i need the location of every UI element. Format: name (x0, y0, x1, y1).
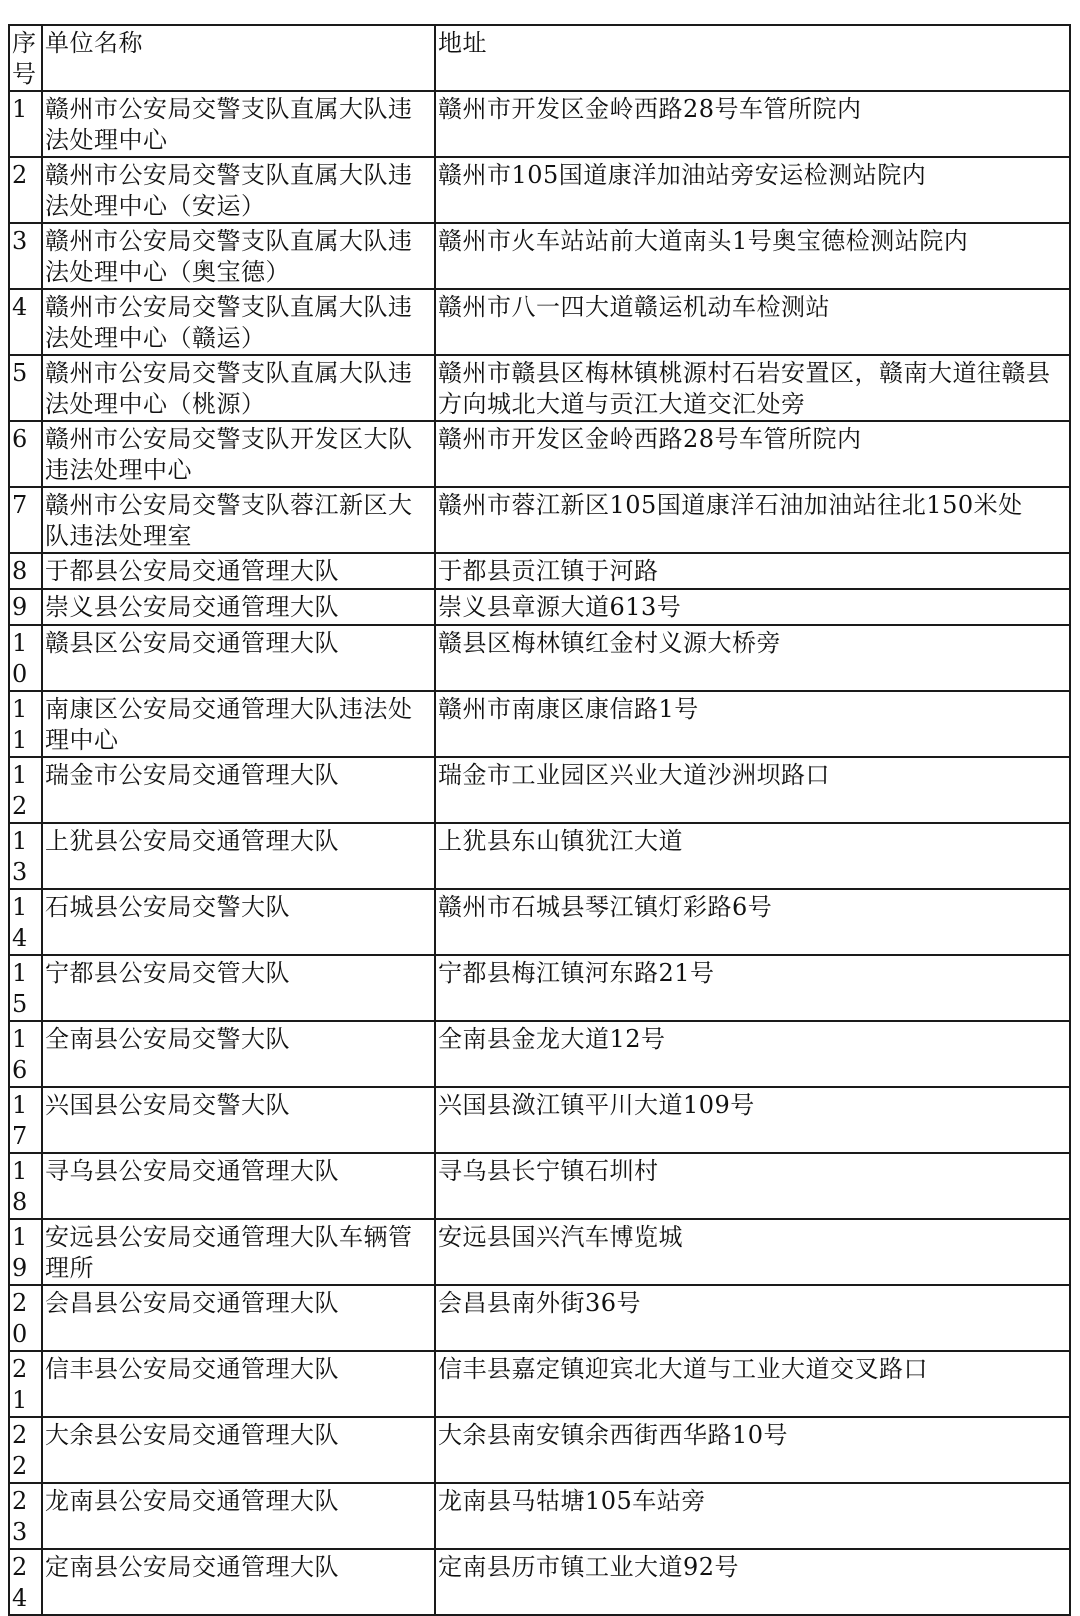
row-address: 寻乌县长宁镇石圳村 (435, 1153, 1070, 1219)
row-number: 22 (9, 1417, 42, 1483)
row-address: 赣州市石城县琴江镇灯彩路6号 (435, 889, 1070, 955)
header-index: 序号 (9, 25, 42, 91)
table-row (9, 823, 1070, 889)
row-address: 赣州市105国道康洋加油站旁安运检测站院内 (435, 157, 1070, 223)
row-name: 赣州市公安局交警支队直属大队违法处理中心 (42, 91, 435, 157)
row-address: 赣州市开发区金岭西路28号车管所院内 (435, 91, 1070, 157)
table-row (9, 589, 1070, 625)
row-number: 8 (9, 553, 42, 589)
table-row (9, 1021, 1070, 1087)
row-address: 赣州市南康区康信路1号 (435, 691, 1070, 757)
row-name: 于都县公安局交通管理大队 (42, 553, 435, 589)
table-row (9, 1087, 1070, 1153)
header-name: 单位名称 (42, 25, 435, 91)
row-name: 南康区公安局交通管理大队违法处理中心 (42, 691, 435, 757)
row-number: 12 (9, 757, 42, 823)
address-table (8, 24, 1071, 1616)
row-name: 赣州市公安局交警支队直属大队违法处理中心（奥宝德） (42, 223, 435, 289)
row-number: 5 (9, 355, 42, 421)
row-number: 18 (9, 1153, 42, 1219)
table-row (9, 1483, 1070, 1549)
row-number: 17 (9, 1087, 42, 1153)
row-number: 6 (9, 421, 42, 487)
row-name: 赣县区公安局交通管理大队 (42, 625, 435, 691)
table-row (9, 889, 1070, 955)
table-row (9, 157, 1070, 223)
row-name: 大余县公安局交通管理大队 (42, 1417, 435, 1483)
row-address: 赣州市蓉江新区105国道康洋石油加油站往北150米处 (435, 487, 1070, 553)
row-address: 龙南县马牯塘105车站旁 (435, 1483, 1070, 1549)
row-number: 15 (9, 955, 42, 1021)
row-name: 定南县公安局交通管理大队 (42, 1549, 435, 1615)
row-number: 11 (9, 691, 42, 757)
table-row (9, 553, 1070, 589)
row-name: 会昌县公安局交通管理大队 (42, 1285, 435, 1351)
row-name: 兴国县公安局交警大队 (42, 1087, 435, 1153)
header-address: 地址 (435, 25, 1070, 91)
row-number: 9 (9, 589, 42, 625)
row-name: 安远县公安局交通管理大队车辆管理所 (42, 1219, 435, 1285)
table-row (9, 421, 1070, 487)
row-name: 赣州市公安局交警支队直属大队违法处理中心（赣运） (42, 289, 435, 355)
table-row (9, 1285, 1070, 1351)
table-row (9, 1219, 1070, 1285)
row-number: 14 (9, 889, 42, 955)
table-row (9, 487, 1070, 553)
row-name: 寻乌县公安局交通管理大队 (42, 1153, 435, 1219)
row-address: 大余县南安镇余西街西华路10号 (435, 1417, 1070, 1483)
table-row (9, 1417, 1070, 1483)
table-row (9, 355, 1070, 421)
row-address: 信丰县嘉定镇迎宾北大道与工业大道交叉路口 (435, 1351, 1070, 1417)
row-name: 龙南县公安局交通管理大队 (42, 1483, 435, 1549)
table-row (9, 691, 1070, 757)
table-row (9, 289, 1070, 355)
row-number: 10 (9, 625, 42, 691)
table-row (9, 955, 1070, 1021)
row-number: 4 (9, 289, 42, 355)
row-address: 宁都县梅江镇河东路21号 (435, 955, 1070, 1021)
row-number: 1 (9, 91, 42, 157)
row-address: 全南县金龙大道12号 (435, 1021, 1070, 1087)
row-name: 瑞金市公安局交通管理大队 (42, 757, 435, 823)
row-address: 瑞金市工业园区兴业大道沙洲坝路口 (435, 757, 1070, 823)
table-row (9, 625, 1070, 691)
row-name: 赣州市公安局交警支队开发区大队违法处理中心 (42, 421, 435, 487)
row-address: 赣县区梅林镇红金村义源大桥旁 (435, 625, 1070, 691)
row-address: 赣州市赣县区梅林镇桃源村石岩安置区，赣南大道往赣县方向城北大道与贡江大道交汇处旁 (435, 355, 1070, 421)
table-row (9, 1549, 1070, 1615)
table-row (9, 91, 1070, 157)
row-name: 信丰县公安局交通管理大队 (42, 1351, 435, 1417)
row-number: 7 (9, 487, 42, 553)
row-number: 23 (9, 1483, 42, 1549)
row-name: 赣州市公安局交警支队蓉江新区大队违法处理室 (42, 487, 435, 553)
row-number: 13 (9, 823, 42, 889)
row-address: 赣州市开发区金岭西路28号车管所院内 (435, 421, 1070, 487)
table-row (9, 223, 1070, 289)
table-row (9, 1153, 1070, 1219)
table-row (9, 1351, 1070, 1417)
row-number: 3 (9, 223, 42, 289)
row-name: 上犹县公安局交通管理大队 (42, 823, 435, 889)
row-name: 赣州市公安局交警支队直属大队违法处理中心（桃源） (42, 355, 435, 421)
row-number: 24 (9, 1549, 42, 1615)
row-address: 赣州市八一四大道赣运机动车检测站 (435, 289, 1070, 355)
row-name: 全南县公安局交警大队 (42, 1021, 435, 1087)
row-address: 会昌县南外街36号 (435, 1285, 1070, 1351)
row-number: 21 (9, 1351, 42, 1417)
row-address: 赣州市火车站站前大道南头1号奥宝德检测站院内 (435, 223, 1070, 289)
row-name: 石城县公安局交警大队 (42, 889, 435, 955)
table-row (9, 757, 1070, 823)
row-number: 16 (9, 1021, 42, 1087)
row-address: 上犹县东山镇犹江大道 (435, 823, 1070, 889)
row-number: 20 (9, 1285, 42, 1351)
row-name: 宁都县公安局交管大队 (42, 955, 435, 1021)
row-name: 崇义县公安局交通管理大队 (42, 589, 435, 625)
row-address: 兴国县潋江镇平川大道109号 (435, 1087, 1070, 1153)
row-address: 定南县历市镇工业大道92号 (435, 1549, 1070, 1615)
row-address: 崇义县章源大道613号 (435, 589, 1070, 625)
row-address: 于都县贡江镇于河路 (435, 553, 1070, 589)
row-number: 19 (9, 1219, 42, 1285)
row-name: 赣州市公安局交警支队直属大队违法处理中心（安运） (42, 157, 435, 223)
row-number: 2 (9, 157, 42, 223)
row-address: 安远县国兴汽车博览城 (435, 1219, 1070, 1285)
table-header-row (9, 25, 1070, 91)
